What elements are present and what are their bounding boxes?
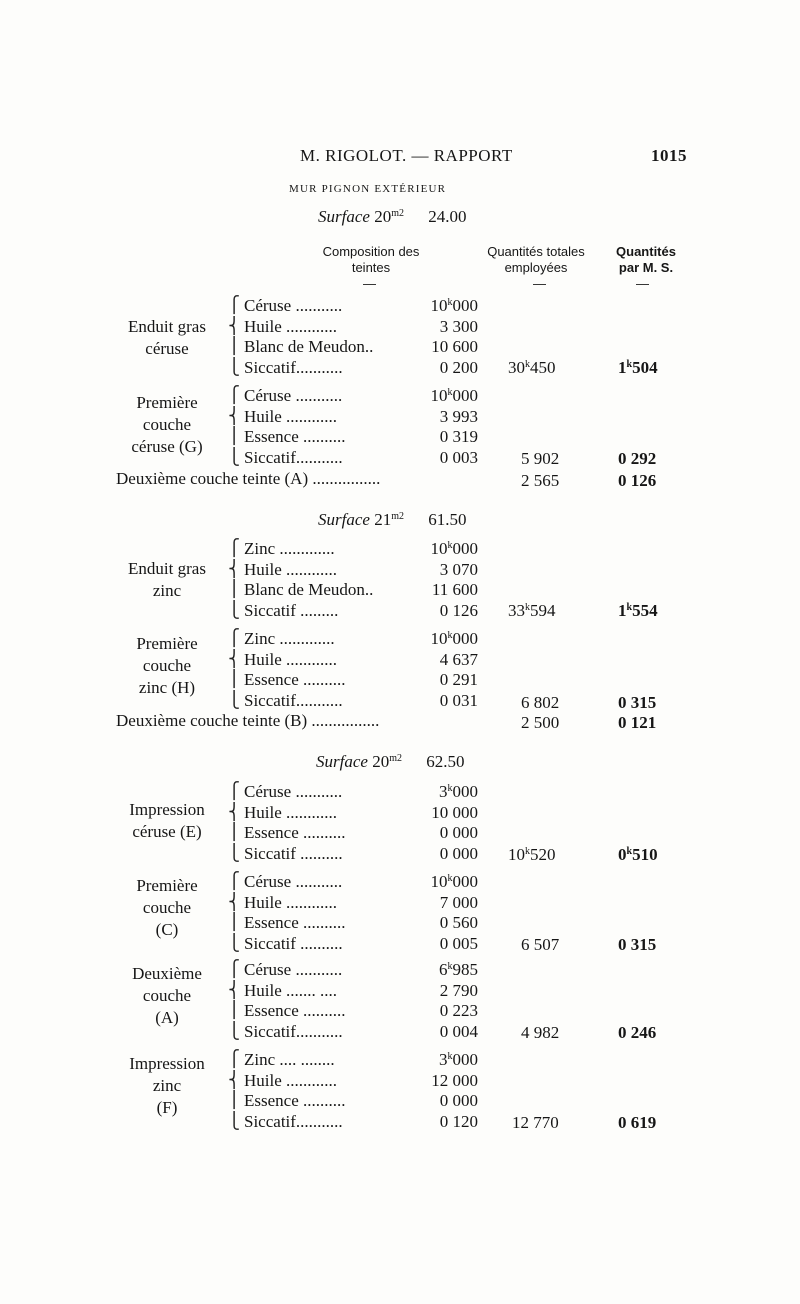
ms-quantity: 0 126	[618, 471, 657, 490]
composition-items: Céruse ........... Huile ............ Essence .......... Siccatif ..........	[244, 782, 346, 863]
ms-quantity: 1$^k$504	[618, 358, 658, 377]
composition-values: 10$^k$000 3 993 0 319 0 003	[430, 386, 478, 467]
ms-quantity: 1$^k$554	[618, 601, 658, 620]
composition-values: 3$^k$000 10 000 0 000 0 000	[431, 782, 478, 863]
column-header-quantites-totales: Quantités totales employées	[487, 244, 585, 275]
composition-values: 10$^k$000 3 070 11 600 0 126	[430, 539, 478, 620]
total-quantity: 6 802	[521, 693, 560, 712]
brace-glyph: ⎧ ⎨ ⎪ ⎩	[228, 540, 240, 619]
group-label: Impression zinc (F)	[129, 1054, 205, 1117]
running-header: M. RIGOLOT. — RAPPORT	[300, 146, 513, 165]
group-label: Deuxième couche (A)	[132, 964, 202, 1027]
column-dash: —	[363, 276, 376, 291]
brace-glyph: ⎧ ⎨ ⎪ ⎩	[228, 961, 240, 1040]
brace-glyph: ⎧ ⎨ ⎪ ⎩	[228, 297, 240, 376]
ms-quantity: 0 292	[618, 449, 657, 468]
ms-quantity: 0 121	[618, 713, 657, 732]
total-quantity: 6 507	[521, 935, 560, 954]
ms-quantity: 0 619	[618, 1113, 657, 1132]
composition-values: 10$^k$000 7 000 0 560 0 005	[430, 872, 478, 953]
composition-values: 3$^k$000 12 000 0 000 0 120	[431, 1050, 478, 1131]
column-header-composition: Composition des teintes	[322, 244, 420, 275]
total-quantity: 4 982	[521, 1023, 560, 1042]
brace-glyph: ⎧ ⎨ ⎪ ⎩	[228, 1051, 240, 1130]
composition-items: Zinc ............. Huile ............ Essence .......... Siccatif...........	[244, 629, 346, 710]
group-label: Première couche zinc (H)	[136, 634, 198, 697]
group-label: Enduit gras céruse	[128, 317, 206, 358]
section-subtitle: MUR PIGNON EXTÉRIEUR	[289, 183, 447, 195]
deuxieme-couche-row: Deuxième couche teinte (A) ................	[116, 469, 381, 488]
ms-quantity: 0 315	[618, 935, 657, 954]
composition-items: Céruse ........... Huile ............ Blanc de Meudon.. Siccatif...........	[244, 296, 374, 377]
deuxieme-couche-row: Deuxième couche teinte (B) ................	[116, 711, 380, 730]
group-label: Enduit gras zinc	[128, 559, 206, 600]
total-quantity: 33$^k$594	[508, 601, 556, 620]
group-label: Première couche céruse (G)	[131, 393, 203, 456]
composition-items: Céruse ........... Huile ............ Essence .......... Siccatif ..........	[244, 872, 346, 953]
total-quantity: 12 770	[512, 1113, 559, 1132]
composition-items: Céruse ........... Huile ....... .... Essence .......... Siccatif...........	[244, 960, 346, 1041]
group-label: Impression céruse (E)	[129, 800, 205, 841]
column-dash: —	[636, 276, 649, 291]
page-number: 1015	[651, 146, 687, 165]
composition-items: Zinc .... ........ Huile ............ Essence .......... Siccatif...........	[244, 1050, 346, 1131]
brace-glyph: ⎧ ⎨ ⎪ ⎩	[228, 783, 240, 862]
total-quantity: 10$^k$520	[508, 845, 556, 864]
composition-values: 6$^k$985 2 790 0 223 0 004	[439, 960, 478, 1041]
brace-glyph: ⎧ ⎨ ⎪ ⎩	[228, 387, 240, 466]
ms-quantity: 0 246	[618, 1023, 657, 1042]
brace-glyph: ⎧ ⎨ ⎪ ⎩	[228, 873, 240, 952]
total-quantity: 2 565	[521, 471, 560, 490]
group-label: Première couche (C)	[136, 876, 198, 939]
total-quantity: 5 902	[521, 449, 560, 468]
composition-items: Céruse ........... Huile ............ Essence .......... Siccatif...........	[244, 386, 346, 467]
brace-glyph: ⎧ ⎨ ⎪ ⎩	[228, 630, 240, 709]
composition-items: Zinc ............. Huile ............ Blanc de Meudon.. Siccatif .........	[244, 539, 374, 620]
surface-heading: Surface $21^{m2}$ 61.50	[318, 510, 467, 529]
column-header-quantites-ms: Quantités par M. S.	[616, 244, 676, 275]
ms-quantity: 0 315	[618, 693, 657, 712]
composition-values: 10$^k$000 4 637 0 291 0 031	[430, 629, 478, 710]
composition-values: 10$^k$000 3 300 10 600 0 200	[430, 296, 478, 377]
ms-quantity: 0$^k$510	[618, 845, 658, 864]
surface-heading: Surface $20^{m2}$ 24.00	[318, 207, 467, 226]
total-quantity: 2 500	[521, 713, 560, 732]
column-dash: —	[533, 276, 546, 291]
total-quantity: 30$^k$450	[508, 358, 556, 377]
surface-heading: Surface $20^{m2}$ 62.50	[316, 752, 465, 771]
